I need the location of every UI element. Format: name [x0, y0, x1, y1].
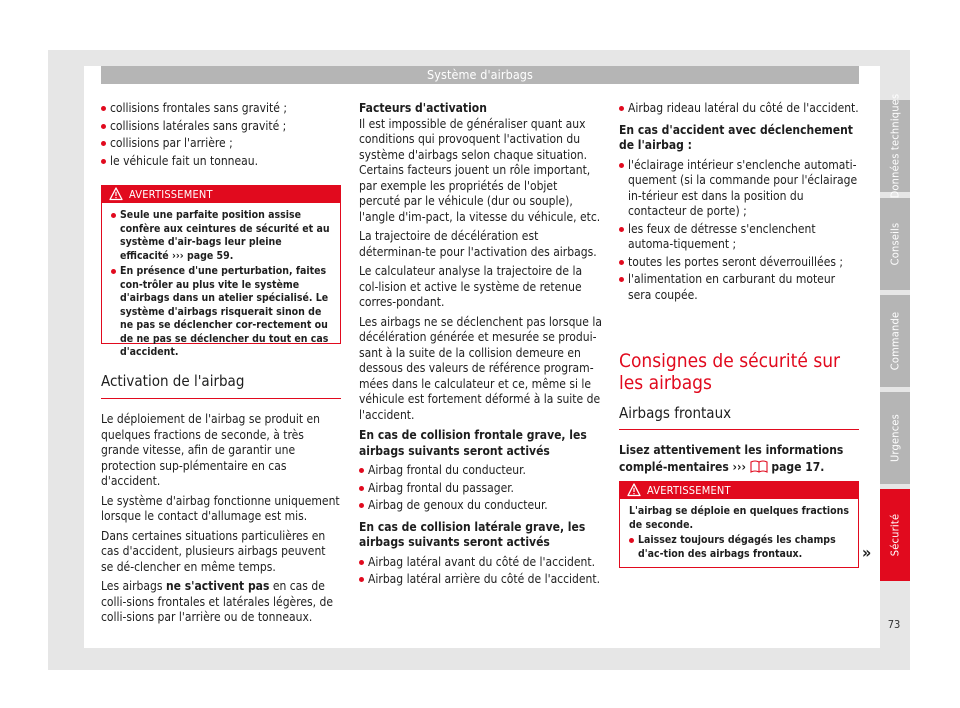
list-item: le véhicule fait un tonneau. — [101, 154, 341, 170]
list-item: collisions frontales sans gravité ; — [101, 101, 341, 117]
reference-page: page 59. — [186, 249, 234, 262]
paragraph — [101, 579, 341, 626]
page-reference[interactable] — [172, 250, 233, 262]
tab-label: Sécurité — [888, 513, 902, 557]
warning-item: Laissez toujours dégagés les champs d'ac-tion des airbags frontaux. — [629, 534, 849, 561]
list-item: Airbag latéral arrière du côté de l'accident. — [359, 572, 602, 588]
tab-label: Commande — [888, 311, 902, 371]
section-title: Airbags frontaux — [619, 404, 732, 422]
list-item: collisions latérales sans gravité ; — [101, 119, 341, 135]
warning-header — [102, 186, 340, 203]
list-item: les feux de détresse s'enclenchent automa-tiquement ; — [619, 222, 859, 253]
warning-header — [620, 482, 858, 499]
paragraph: Les airbags ne se déclenchent pas lorsque la décélération générée et mesurée se produi-sant à la suite de la collision demeure en dessous des valeurs de référence program-mées dans le calculateur et ce, même si le véhicule est fortement déformé à la suite de l'accident. — [359, 314, 602, 422]
warning-triangle-icon — [109, 187, 123, 201]
section-activation — [101, 372, 341, 630]
emphasis-text: ne s'activent pas — [165, 579, 270, 593]
continue-arrow: » — [862, 543, 872, 562]
list-item: Airbag de genoux du conducteur. — [359, 498, 602, 514]
paragraph: Le calculateur analyse la trajectoire de la col-lision et active le système de retenue corres-pondant. — [359, 264, 583, 309]
list-item: toutes les portes seront déverrouillées ; — [619, 255, 859, 271]
reference-page: page 17. — [771, 459, 825, 474]
list-item: collisions par l'arrière ; — [101, 136, 341, 152]
warning-title: AVERTISSEMENT — [129, 188, 213, 201]
warning-title: AVERTISSEMENT — [647, 484, 731, 497]
tab-urgences[interactable] — [880, 392, 910, 484]
section-heading: Facteurs d'activation — [359, 101, 487, 115]
tab-securite[interactable] — [880, 489, 910, 581]
column-3 — [619, 101, 859, 305]
list-item: Airbag latéral avant du côté de l'accident. — [359, 555, 602, 571]
tab-donnees-techniques[interactable] — [880, 93, 910, 199]
list-item: Airbag rideau latéral du côté de l'accident. — [619, 101, 859, 117]
section-rule — [101, 398, 341, 399]
tab-label: Données techniques — [888, 93, 902, 199]
paragraph: Le système d'airbag fonctionne uniquement lorsque le contact d'allumage est mis. — [101, 493, 340, 523]
list-item: l'alimentation en carburant du moteur sera coupée. — [619, 272, 859, 303]
tab-commande[interactable] — [880, 295, 910, 387]
reference-arrow: ››› — [171, 249, 184, 262]
text: Les airbags — [101, 579, 166, 593]
tab-label: Conseils — [888, 222, 902, 266]
list-item: Airbag frontal du passager. — [359, 481, 602, 497]
section-title: Activation de l'airbag — [101, 372, 245, 390]
warning-triangle-icon — [627, 483, 641, 497]
book-icon — [750, 459, 768, 473]
section-rule — [619, 429, 859, 430]
warning-body — [620, 499, 858, 570]
warning-body — [102, 203, 340, 369]
warning-item — [111, 209, 331, 263]
warning-text: L'airbag se déploie en quelques fractions de seconde. — [629, 505, 849, 531]
page-header: Système d'airbags — [101, 66, 859, 84]
list-item: l'éclairage intérieur s'enclenche automati-quement (si la commande pour l'éclairage in-térieur est dans la position du contacteur de porte) ; — [619, 158, 859, 220]
warning-box-2 — [619, 481, 859, 568]
read-instruction — [619, 443, 859, 475]
warning-box-1 — [101, 185, 341, 358]
chapter-title: Consignes de sécurité sur les airbags — [619, 350, 841, 394]
tab-conseils[interactable] — [880, 198, 910, 290]
paragraph: Il est impossible de généraliser quant aux conditions qui provoquent l'activation du système d'airbags selon chaque situation. Certains facteurs jouent un rôle important, par exemple les propriétés de l'objet percuté par le véhicule (dur ou souple), l'angle d'im-pact, la vitesse du véhicule, etc. — [359, 116, 601, 224]
list-item: Airbag frontal du conducteur. — [359, 463, 602, 479]
paragraph: La trajectoire de décélération est déterminan-te pour l'activation des airbags. — [359, 229, 597, 259]
instruction-text: Lisez attentivement les informations complé-mentaires — [619, 443, 844, 474]
tab-label: Urgences — [888, 413, 902, 463]
paragraph: Dans certaines situations particulières en cas d'accident, plusieurs airbags peuvent se dé-clencher en même temps. — [101, 528, 326, 574]
warning-text: Seule une parfaite position assise confère aux ceintures de sécurité et au système d'air-bags leur pleine efficacité — [120, 209, 330, 262]
reference-arrow: ››› — [732, 459, 746, 474]
page-reference[interactable] — [733, 460, 825, 474]
paragraph: Le déploiement de l'airbag se produit en quelques fractions de seconde, à très grande vitesse, afin de garantir une protection sup-plémentaire en cas d'accident. — [101, 412, 321, 488]
warning-item: En présence d'une perturbation, faites con-trôler au plus vite le système d'airbags dans un atelier spécialisé. Le système d'airbags risquerait sinon de ne pas se déclencher cor-rectement ou de ne pas se déclencher du tout en cas d'accident. — [111, 265, 331, 360]
frontal-heading: En cas de collision frontale grave, les airbags suivants seront activés — [359, 428, 587, 458]
column-2 — [359, 101, 602, 590]
text: en cas de colli-sions frontales et latérales légères, de colli-sions par l'arrière ou de tonneaux. — [101, 579, 334, 624]
lateral-heading: En cas de collision latérale grave, les airbags suivants seront activés — [359, 519, 586, 549]
safety-section — [619, 350, 859, 479]
accident-heading: En cas d'accident avec déclenchement de l'airbag : — [619, 122, 853, 152]
column-1 — [101, 101, 341, 171]
page-number: 73 — [887, 618, 901, 631]
